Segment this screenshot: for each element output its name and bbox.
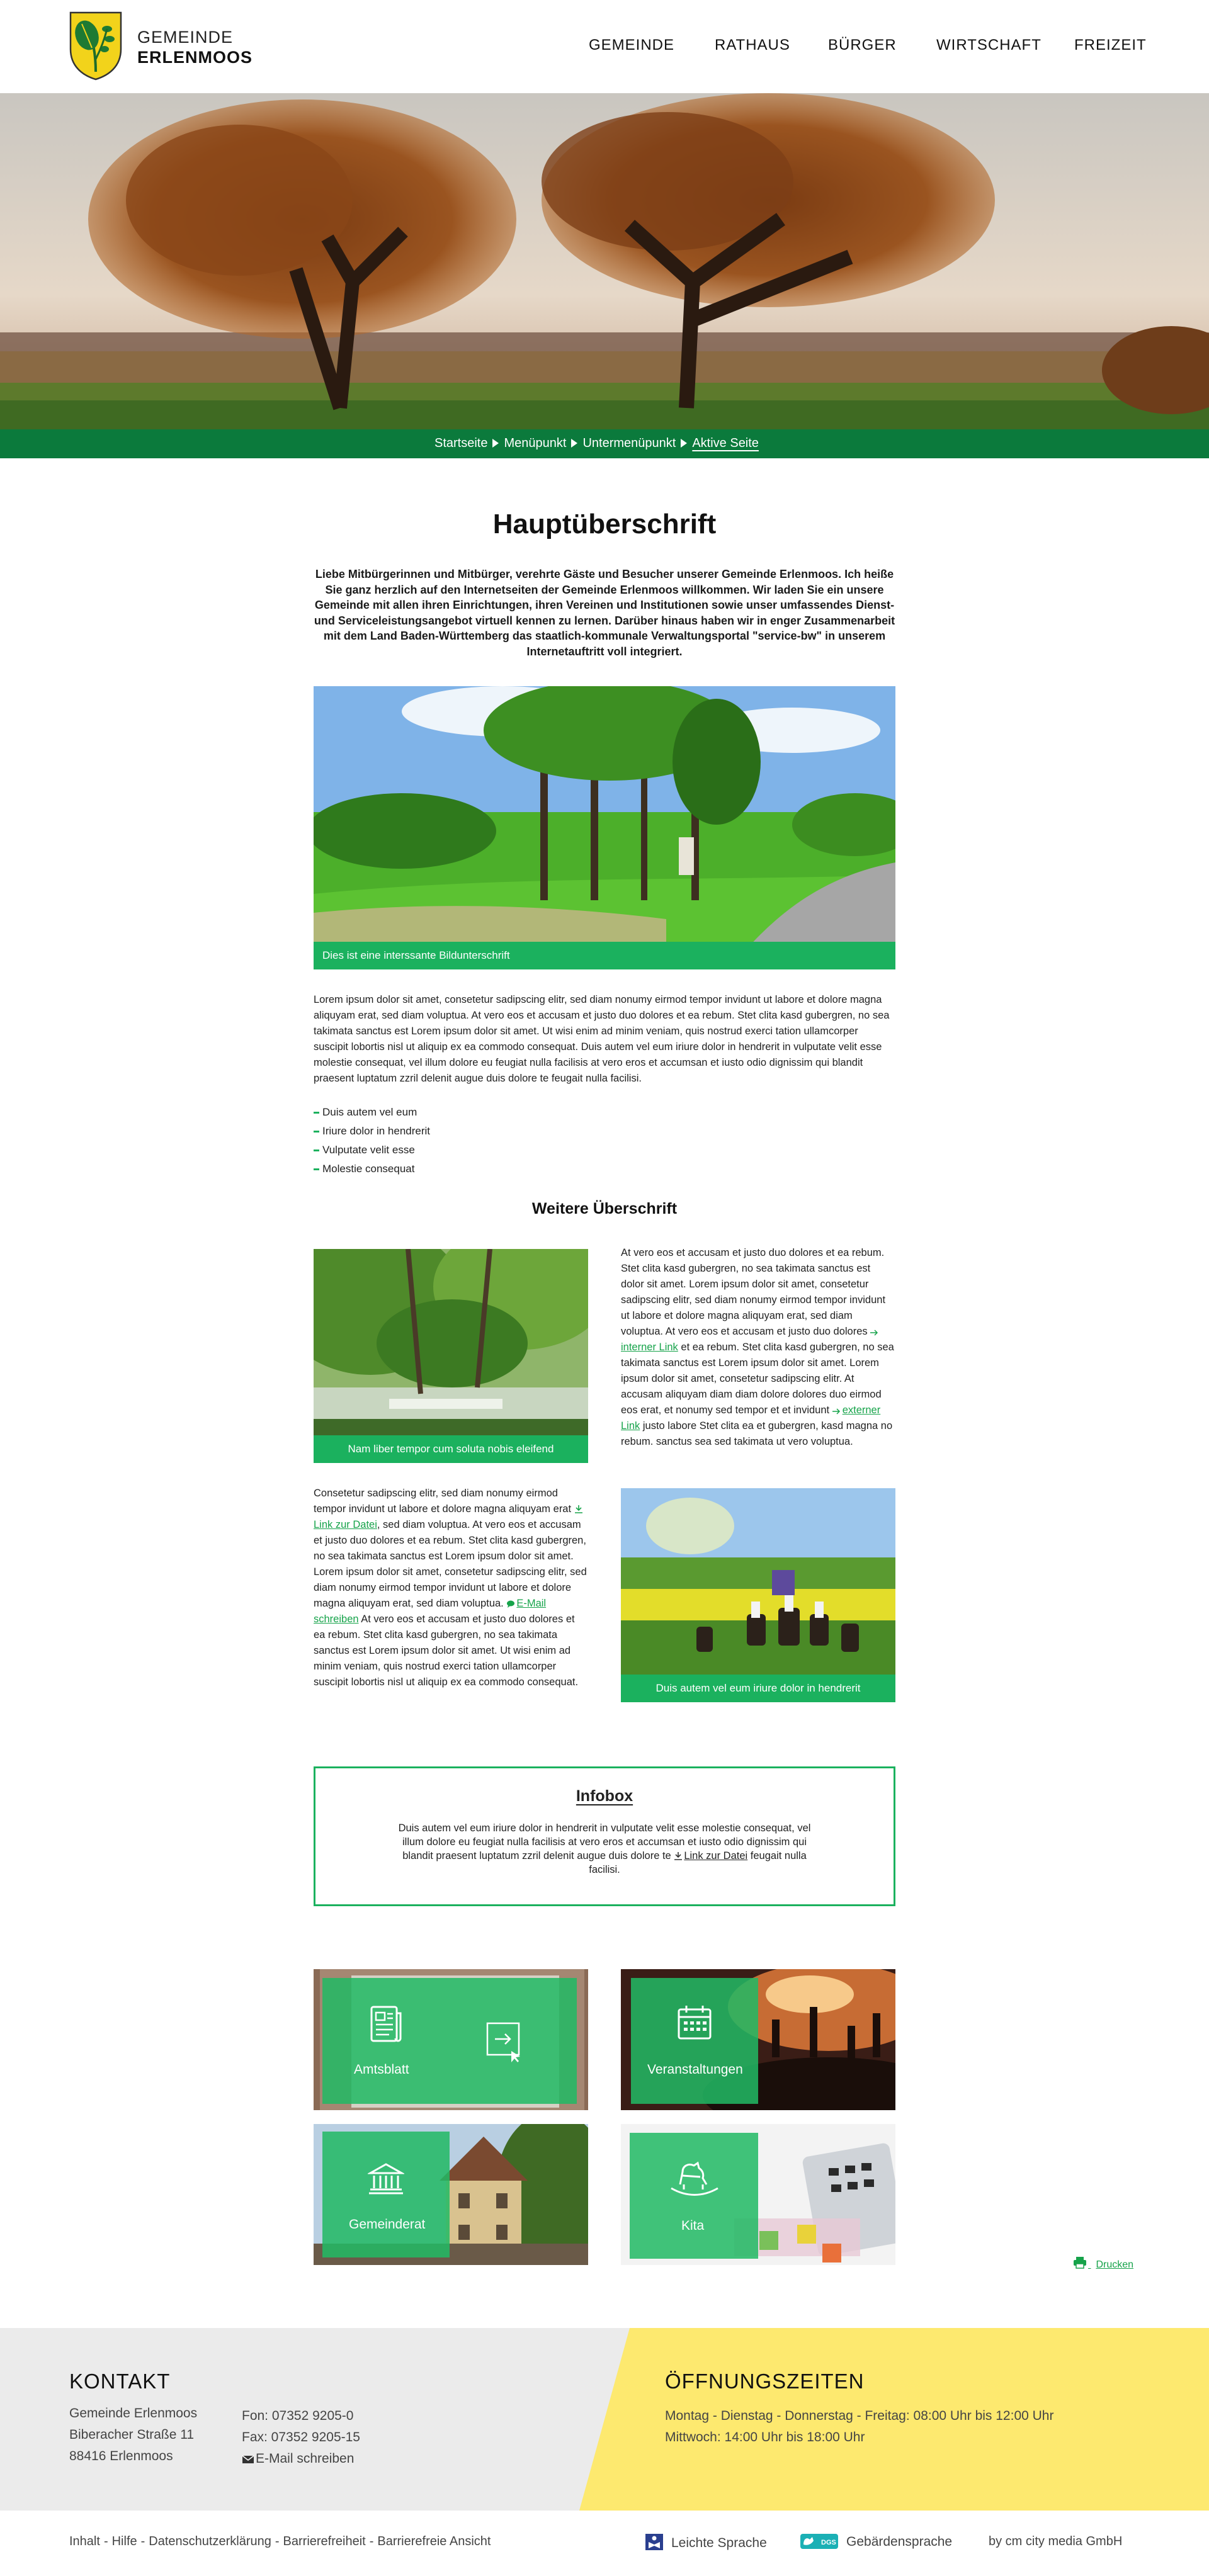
paragraph-text: justo labore Stet clita ea et gubergren, kasd magna no rebum. sanctus sea sed takimata ut vero voluptua. xyxy=(621,1420,893,1447)
sign-language-badge-text: DGS xyxy=(821,2539,836,2546)
fax-number: Fax: 07352 9205-15 xyxy=(242,2430,360,2444)
tile-gemeinderat[interactable] xyxy=(314,2124,588,2265)
breadcrumb-arrow-icon xyxy=(571,439,577,448)
print-label: Drucken xyxy=(1096,2259,1134,2270)
opening-hours-title: ÖFFNUNGSZEITEN xyxy=(665,2370,865,2393)
easy-language-label: Leichte Sprache xyxy=(671,2536,767,2550)
external-link[interactable]: externer Link xyxy=(621,1404,881,1432)
calendar-icon xyxy=(676,2004,713,2041)
footer-link-datenschutz[interactable]: Datenschutzerklärung xyxy=(149,2534,271,2548)
download-icon xyxy=(574,1505,583,1513)
opening-hours-line: Mittwoch: 14:00 Uhr bis 18:00 Uhr xyxy=(665,2430,865,2444)
print-button[interactable] xyxy=(1073,2256,1133,2271)
brand-name-bottom: ERLENMOOS xyxy=(137,48,253,67)
breadcrumb-bar xyxy=(0,429,1209,458)
paragraph-text: At vero eos et accusam et justo duo dolores et ea rebum. Stet clita kasd gubergren, no sea takimata sanctus est dolor sit amet. Lorem ipsum dolor sit amet, consetetur sadipscing elitr, sed diam nonumy eirmod tempor invidunt ut labore et dolore magna aliquyam erat, sed diam voluptua. At vero eos et accusam et justo duo dolores xyxy=(621,1247,886,1337)
breadcrumb-arrow-icon xyxy=(681,439,687,448)
arrow-box-icon xyxy=(486,2022,523,2064)
content-image-river xyxy=(314,1249,588,1463)
body-paragraph: Lorem ipsum dolor sit amet, consetetur sadipscing elitr, sed diam nonumy eirmod tempor invidunt ut labore et dolore magna aliquyam erat, sed diam voluptua. At vero eos et accusam et justo duo dolores et ea rebum. Stet clita kasd gubergren, no sea takimata sanctus est Lorem ipsum dolor sit amet. Ut wisi enim ad minim veniam, quis nostrud exerci tation ullamcorper suscipit lobortis nisl ut aliquip ex ea commodo consequat. Duis autem vel eum iriure dolor in hendrerit in vulputate velit esse molestie consequat, vel illum dolore eu feugiat nulla facilisis at vero eros et accumsan et iusto odio dignissim qui blandit praesent luptatum zzril delenit augue duis dolore te feugait nulla facilisi. xyxy=(314,994,890,1084)
contact-title: KONTAKT xyxy=(69,2370,171,2393)
page-title: Hauptüberschrift xyxy=(492,509,717,539)
section-heading: Weitere Überschrift xyxy=(531,1200,678,1217)
easy-language-icon xyxy=(645,2533,664,2551)
link-separator: - xyxy=(275,2534,280,2548)
phone-number[interactable]: Fon: 07352 9205-0 xyxy=(242,2409,354,2423)
external-link-icon xyxy=(832,1408,841,1415)
breadcrumb-item-menuepunkt[interactable]: Menüpunkt xyxy=(504,436,567,450)
nav-item-buerger[interactable]: BÜRGER xyxy=(828,37,897,54)
newspaper-icon xyxy=(368,2004,404,2043)
list-item: Duis autem vel eum xyxy=(314,1103,430,1122)
footer-link-barrierefreiheit[interactable]: Barrierefreiheit xyxy=(283,2534,366,2548)
brand-name-top: GEMEINDE xyxy=(137,28,234,47)
opening-hours-line: Montag - Dienstag - Donnerstag - Freitag: 08:00 Uhr bis 12:00 Uhr xyxy=(665,2409,1054,2423)
rocking-horse-icon xyxy=(667,2159,722,2198)
address-line: 88416 Erlenmoos xyxy=(69,2449,173,2463)
tile-overlay xyxy=(631,1978,758,2104)
image-caption: Duis autem vel eum iriure dolor in hendrerit xyxy=(621,1675,895,1702)
paragraph-text: Consetetur sadipscing elitr, sed diam nonumy eirmod tempor invidunt ut labore et dolore magna aliquyam erat xyxy=(314,1488,574,1515)
town-hall-icon xyxy=(368,2162,404,2196)
paragraph-text: At vero eos et accusam et justo duo dolores et ea rebum. Stet clita kasd gubergren, no sea takimata sanctus est Lorem ipsum dolor sit amet. Ut wisi enim ad minim veniam, quis nostrud exerci tation ullamcorper suscipit lobortis nisl ut aliquip ex ea commodo consequat. xyxy=(314,1613,579,1688)
nav-item-freizeit[interactable]: FREIZEIT xyxy=(1074,37,1147,54)
tile-veranstaltungen[interactable] xyxy=(621,1969,895,2110)
footer-links xyxy=(69,2534,491,2549)
breadcrumb xyxy=(434,436,759,451)
address-line: Gemeinde Erlenmoos xyxy=(69,2406,198,2421)
list-item: Molestie consequat xyxy=(314,1160,430,1178)
address-line: Biberacher Straße 11 xyxy=(69,2427,195,2442)
link-separator: - xyxy=(369,2534,374,2548)
list-item: Vulputate velit esse xyxy=(314,1141,430,1160)
content-image-riders xyxy=(621,1488,895,1702)
paragraph-text: et ea rebum. Stet clita kasd gubergren, no sea takimata sanctus est Lorem ipsum dolor sit amet. Lorem ipsum dolor sit amet, consetetur sadipscing elitr. At accusam aliquyam diam diam dolore dolores duo eirmod eos erat, et nonumy sed tempor et et invidunt xyxy=(621,1342,894,1416)
paragraph-text: , sed diam voluptua. At vero eos et accusam et justo duo dolores et ea rebum. Stet clita kasd gubergren, no sea takimata sanctus est Lorem ipsum dolor sit amet. Lorem ipsum dolor sit amet, consetetur sadipscing elitr, sed diam nonumy eirmod tempor invidunt ut labore et dolore magna aliquyam erat, sed diam voluptua. xyxy=(314,1519,587,1609)
email-link[interactable]: E-Mail schreiben xyxy=(314,1598,547,1625)
file-link[interactable]: Link zur Datei xyxy=(314,1519,377,1530)
footer-link-hilfe[interactable]: Hilfe xyxy=(111,2534,137,2548)
sign-language-link[interactable] xyxy=(800,2533,952,2550)
breadcrumb-item-startseite[interactable]: Startseite xyxy=(434,436,488,450)
footer-email-link[interactable] xyxy=(242,2451,354,2466)
tile-kita[interactable] xyxy=(621,2124,895,2265)
image-caption: Dies ist eine interssante Bildunterschrift xyxy=(314,942,895,969)
list-item: Iriure dolor in hendrerit xyxy=(314,1122,430,1141)
infobox-text xyxy=(396,1821,813,1877)
bullet-list xyxy=(314,1103,430,1178)
text-block-right xyxy=(621,1245,895,1450)
internal-link[interactable]: interner Link xyxy=(621,1342,678,1353)
nav-item-wirtschaft[interactable]: WIRTSCHAFT xyxy=(936,37,1042,54)
footer-link-inhalt[interactable]: Inhalt xyxy=(69,2534,100,2548)
easy-language-link[interactable] xyxy=(645,2533,767,2551)
link-separator: - xyxy=(103,2534,108,2548)
arrow-right-icon xyxy=(870,1330,879,1336)
sign-language-label: Gebärdensprache xyxy=(846,2534,953,2549)
nav-item-rathaus[interactable]: RATHAUS xyxy=(715,37,790,54)
infobox-paragraph: Duis autem vel eum iriure dolor in hendrerit in vulputate velit esse molestie consequat, vel illum dolore eu feugiat nulla facilisis at vero eros et accumsan et iusto odio dignissim qui blandit praesent luptatum zzril delenit augue duis dolore te xyxy=(398,1822,811,1861)
printer-icon xyxy=(1073,2256,1087,2269)
site-header xyxy=(0,0,1209,93)
infobox-title: Infobox xyxy=(576,1787,633,1805)
tile-label: Kita xyxy=(681,2218,705,2233)
hero-image xyxy=(0,93,1209,429)
coat-of-arms-logo[interactable] xyxy=(68,10,123,81)
link-separator: - xyxy=(140,2534,145,2548)
tile-label: Amtsblatt xyxy=(354,2062,409,2077)
infobox-file-link[interactable]: Link zur Datei xyxy=(684,1850,748,1861)
tile-overlay xyxy=(322,1978,577,2104)
download-icon xyxy=(674,1851,683,1860)
text-block-left xyxy=(314,1486,588,1690)
breadcrumb-arrow-icon xyxy=(492,439,499,448)
email-label: E-Mail schreiben xyxy=(256,2451,355,2466)
infobox-paragraph-end: feugait nulla facilisi. xyxy=(589,1850,807,1875)
speech-bubble-icon xyxy=(506,1600,515,1608)
breadcrumb-item-untermenuepunkt[interactable]: Untermenüpunkt xyxy=(582,436,676,450)
nav-item-gemeinde[interactable]: GEMEINDE xyxy=(589,37,675,54)
tile-label: Veranstaltungen xyxy=(647,2062,743,2077)
tile-label: Gemeinderat xyxy=(349,2217,426,2232)
envelope-icon xyxy=(242,2455,254,2464)
breadcrumb-item-active: Aktive Seite xyxy=(692,436,759,450)
infobox xyxy=(314,1766,895,1906)
sign-language-icon xyxy=(800,2533,839,2550)
agency-credit[interactable]: by cm city media GmbH xyxy=(989,2534,1123,2548)
content-image-landscape xyxy=(314,686,895,969)
footer-link-barrierefreie-ansicht[interactable]: Barrierefreie Ansicht xyxy=(377,2534,491,2548)
intro-text: Liebe Mitbürgerinnen und Mitbürger, verehrte Gäste und Besucher unserer Gemeinde Erlenmoos. Ich heiße Sie ganz herzlich auf den Internetseiten der Gemeinde Erlenmoos willkommen. Wir laden Sie ein unsere Gemeinde mit allen ihren Einrichtungen, ihren Vereinen und Institutionen sowie unser umfassendes Dienst- und Serviceleistungsangebot virtuell kennen zu lernen. Darüber hinaus haben wir in enger Zusammenarbeit mit dem Land Baden-Württemberg das staatlich-kommunale Verwaltungsportal "service-bw" in unserem Internetauftritt voll integriert. xyxy=(314,568,895,658)
tile-amtsblatt[interactable] xyxy=(314,1969,588,2110)
image-caption: Nam liber tempor cum soluta nobis eleifend xyxy=(314,1435,588,1463)
